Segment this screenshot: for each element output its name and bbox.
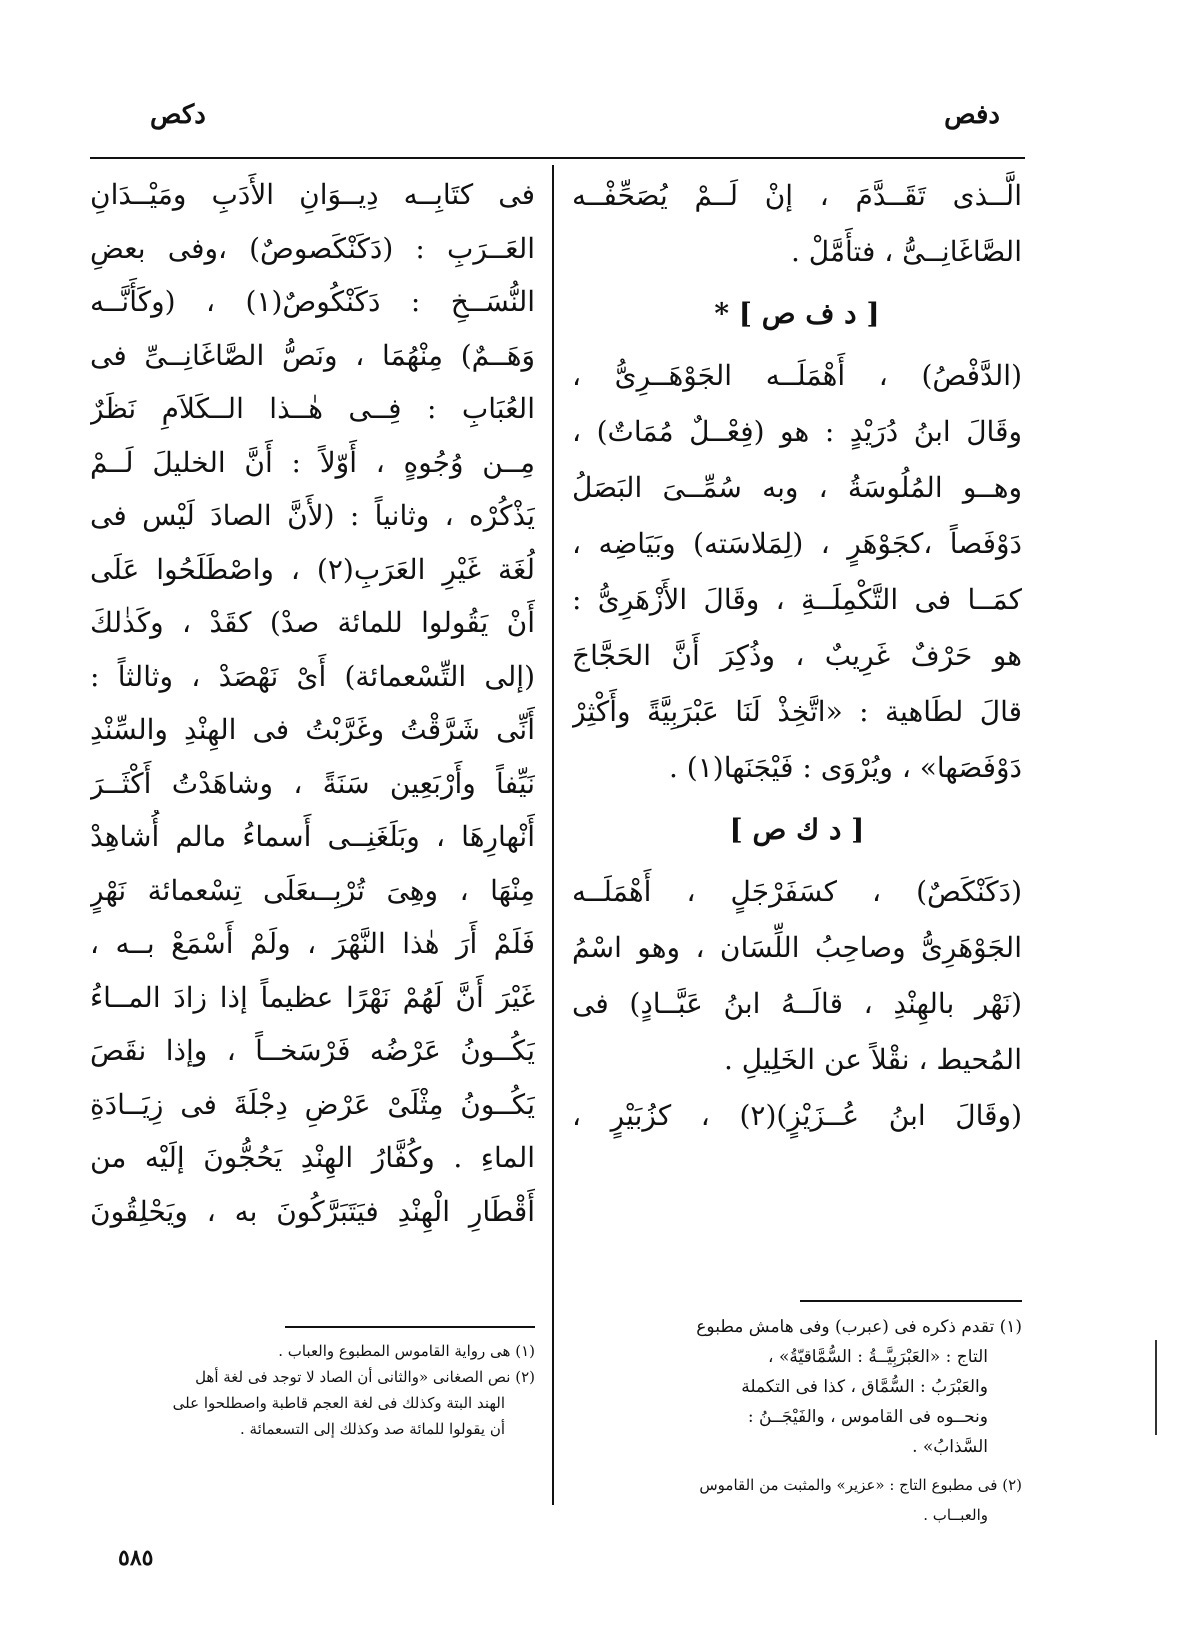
footnote-line: أن يقولوا للمائة صد وكذلك إلى التسعمائة . [240,1420,505,1438]
footnotes-left [90,1338,535,1442]
footnote-line: ونحــوه فى القاموس ، والفَيْجَــنُ : [747,1407,988,1427]
text-line: أَنْ يَقُولوا للمائة صدْ) كقَدْ ، وكَذٰلكَ [90,606,535,639]
column-divider [552,165,554,1505]
footnote-rule-left [285,1326,535,1328]
footnote-line: التاج : «العَبْرَبِيَّــةُ : السُّمَّاقيّةُ» ، [768,1347,988,1367]
footnotes-right [572,1312,1022,1530]
header-entry-right: دفص [944,100,1000,130]
text-line: (نَهْر بالهِنْدِ ، قالَــهُ ابنُ عَبَّــادٍ) فى [572,987,1022,1020]
footnote-line: والعبــاب . [923,1506,988,1524]
header-rule [90,157,1025,159]
text-line: الماءِ . وكُفَّارُ الهِنْدِ يَحُجُّونَ إلَيْه من [90,1141,535,1174]
margin-mark [1155,1340,1157,1435]
text-line: أَقْطَارِ الْهِنْدِ فيَتَبَرَّكُونَ به ، ويَحْلِقُونَ [90,1194,535,1228]
text-line: أَنْهارِهَا ، وبَلَغَنِــى أَسماءُ مالم أُشاهِدْ [90,820,535,853]
footnote-rule-right [800,1300,1022,1302]
text-line: الجَوْهَرِىُّ وصاحِبُ اللِّسَان ، وهو اسْمُ [572,931,1022,964]
header-entry-left: دكص [150,100,206,130]
text-line: وَهَــمٌ) مِنْهُمَا ، ونَصُّ الصَّاغَانِــىِّ فى [90,338,535,372]
entry-heading-dfs: [ د ف ص ] * [714,297,880,330]
text-line: مِنْهَا ، وهِىَ تُرْبِــىعَلَى تِسْعمائة نَهْرٍ [90,873,535,907]
text-line: دَوْفَصَها» ، ويُرْوَى : فَيْجَنَها(١) . [669,751,1022,784]
footnote-line: (١) هى رواية القاموس المطبوع والعباب . [278,1342,535,1360]
footnote-line: (١) تقدم ذكره فى (عبرب) وفى هامش مطبوع [696,1317,1022,1337]
text-line: (إلى التِّسْعمائة) أَىْ نَهْصَدْ ، وثالثاً : [90,659,535,693]
text-line: (وقَالَ ابنُ عُــزَيْزٍ)(٢) ، كزُبَيْرٍ ، [572,1099,1022,1132]
footnote-line: والعَبْرَبُ : السُّمَّاق ، كذا فى التكملة [741,1377,988,1397]
text-line: فَلَمْ أَرَ هٰذا النَّهْرَ ، ولَمْ أَسْمَعْ بــه ، [90,927,535,960]
text-line: يَكُــونُ عَرْضُه فَرْسَخــاً ، وإذا نقَصَ [90,1034,535,1067]
text-line: يَذْكُرْه ، وثانياً : (لأَنَّ الصادَ لَيْس فى [90,499,535,532]
text-line: وقَالَ ابنُ دُرَيْدٍ : هو (فِعْــلٌ مُمَاتٌ) ، [572,415,1022,448]
text-line: وهــو المُلُوسَةُ ، وبه سُمِّــىَ البَصَلُ [572,471,1022,504]
text-line: المُحيط ، نقْلاً عن الخَلِيلِ . [723,1043,1022,1076]
right-column [572,168,1022,1144]
page-number: ٥٨٥ [118,1545,154,1571]
text-line: هو حَرْفٌ غَرِيبٌ ، وذُكِرَ أَنَّ الحَجَّاجَ [572,639,1022,672]
text-line: غَيْرَ أَنَّ لَهُمْ نَهْرًا عظيماً إذا زادَ المــاءُ [90,980,535,1014]
footnote-line: السَّذابُ» . [912,1437,988,1457]
text-line: (الدَّفْصُ) ، أَهْمَلَــه الجَوْهَــرِىُّ ، [572,359,1022,392]
text-line: أَنِّى شَرَّقْتُ وغَرَّبْتُ فى الهِنْدِ والسِّنْدِ [90,713,535,746]
text-line: فى كتَابِــه دِيــوَانِ الأَدَبِ ومَيْــدَانِ [90,178,535,211]
left-column [90,168,535,1238]
footnote-line: الهند البتة وكذلك فى لغة العجم قاطبة واصطلحوا على [172,1394,505,1412]
entry-heading-dks: [ د ك ص ] [729,813,865,846]
text-line: مِــن وُجُوهٍ ، أَوّلاً : أَنَّ الخليلَ لَــمْ [90,445,535,479]
text-line: دَوْفَصاً ،كجَوْهَرٍ ، (لِمَلاسَته) وبَيَاضِه ، [572,527,1022,560]
text-line: لُغَة غَيْرِ العَرَبِ(٢) ، واصْطَلَحُوا عَلَى [90,552,535,586]
text-line: يَكُــونُ مِثْلَىْ عَرْضِ دِجْلَةَ فى زِيَــادَةِ [90,1087,535,1121]
text-line: النُّسَــخِ : دَكَنْكُوصٌ(١) ، (وكَأَنَّــه [90,285,535,318]
text-line: قالَ لطَاهية : «اتَّخِذْ لَنَا عَبْرَبِيَّةً وأَكْثِرْ [572,695,1022,728]
text-line: (دَكَنْكَصٌ) ، كسَفَرْجَلٍ ، أَهْمَلَــه [572,875,1022,908]
footnote-line: (٢) فى مطبوع التاج : «عزير» والمثبت من القاموس [699,1476,1022,1494]
text-line: العَــرَبِ : (دَكَنْكَصوصٌ) ،وفى بعضِ [90,231,535,265]
text-line: الصَّاغَانِــىُّ ، فتأَمَّلْ . [790,235,1022,268]
text-line: العُبَابِ : فِــى هٰــذا الــكَلاَمِ نَظَرٌ [90,392,535,425]
footnote-line: (٢) نص الصغانى «والثانى أن الصاد لا توجد فى لغة أهل [195,1368,535,1386]
text-line: نَيِّفاً وأَرْبَعِين سَنَةً ، وشاهَدْتُ أَكْثَــرَ [90,766,535,800]
text-line: كمَــا فى التَّكْمِلَــةِ ، وقَالَ الأَزْهَرِىُّ : [572,583,1022,616]
text-line: الَّــذى تَقَــدَّمَ ، إنْ لَــمْ يُصَحِّفْــه [572,179,1022,212]
